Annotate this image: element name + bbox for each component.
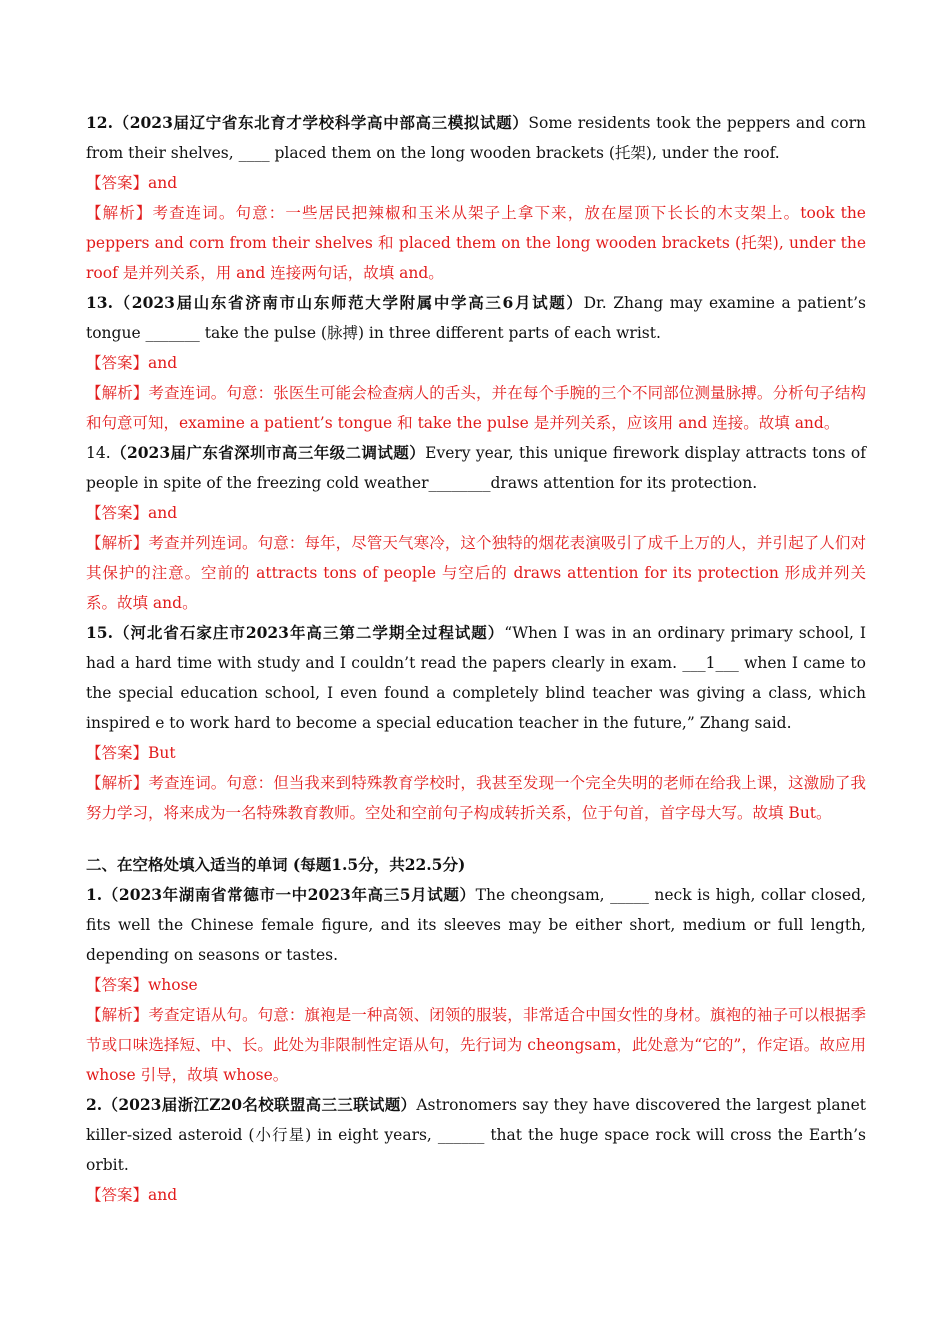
answer-13 — [86, 348, 866, 378]
question-text: Every year, this unique firework display attracts tons of people in spite of the freezing cold weather________draws attention for its protection. — [86, 444, 866, 492]
question-number: 14. — [86, 444, 111, 462]
question-number: 2. — [86, 1095, 103, 1114]
question-13 — [86, 288, 866, 348]
question-number: 12. — [86, 113, 113, 132]
answer-2 — [86, 1180, 866, 1210]
answer-15 — [86, 738, 866, 768]
answer-tag: 【答案】 — [86, 174, 149, 192]
analysis-tag: 【解析】 — [86, 384, 149, 402]
answer-14 — [86, 498, 866, 528]
analysis-tag: 【解析】 — [86, 774, 149, 792]
analysis-1 — [86, 1000, 866, 1090]
analysis-text: 考查连词。句意：张医生可能会检查病人的舌头，并在每个手腕的三个不同部位测量脉搏。分析句子结构和句意可知，examine a patient’s tongue 和 take the pulse 是并列关系，应该用 and 连接。故填 and。 — [86, 384, 866, 432]
analysis-tag: 【解析】 — [86, 1006, 149, 1024]
analysis-tag: 【解析】 — [86, 534, 149, 552]
answer-value: But — [148, 744, 176, 762]
answer-12 — [86, 168, 866, 198]
answer-value: whose — [148, 976, 198, 994]
question-number: 1. — [86, 885, 103, 904]
analysis-text: 考查并列连词。句意：每年，尽管天气寒冷，这个独特的烟花表演吸引了成千上万的人，并引起了人们对其保护的注意。空前的 attracts tons of people 与空后的 draws attention for its protection 形成并列关系。故填 and。 — [86, 534, 866, 612]
question-14 — [86, 438, 866, 498]
question-text: “When I was in an ordinary primary school, I had a hard time with study and I couldn’t read the papers clearly in exam. ___1___ when I came to the special education school, I even found a completely blind teacher was giving a class, which inspired e to work hard to become a special education teacher in the future,” Zhang said. — [86, 624, 866, 732]
question-source: （2023届山东省济南市山东师范大学附属中学高三6月试题） — [112, 293, 584, 312]
document-page — [86, 108, 866, 1210]
question-number: 15. — [86, 623, 113, 642]
answer-tag: 【答案】 — [86, 1186, 149, 1204]
analysis-12 — [86, 198, 866, 288]
answer-tag: 【答案】 — [86, 354, 149, 372]
section-heading: 二、在空格处填入适当的单词 (每题1.5分，共22.5分) — [86, 855, 466, 874]
answer-1 — [86, 970, 866, 1000]
question-source: （2023届浙江Z20名校联盟高三三联试题） — [102, 1095, 417, 1114]
question-source: （2023届广东省深圳市高三年级二调试题） — [110, 443, 426, 462]
analysis-text: 考查连词。句意：但当我来到特殊教育学校时，我甚至发现一个完全失明的老师在给我上课，这激励了我努力学习，将来成为一名特殊教育教师。空处和空前句子构成转折关系，位于句首，首字母大写。故填 But。 — [86, 774, 866, 822]
question-15 — [86, 618, 866, 738]
answer-value: and — [148, 504, 178, 522]
question-text: Astronomers say they have discovered the largest planet killer-sized asteroid (小行星) in eight years, ______ that the huge space rock will cross the Earth’s orbit. — [86, 1096, 866, 1174]
answer-value: and — [148, 1186, 178, 1204]
analysis-13 — [86, 378, 866, 438]
question-12 — [86, 108, 866, 168]
answer-tag: 【答案】 — [86, 976, 149, 994]
question-text: Dr. Zhang may examine a patient’s tongue _______ take the pulse (脉搏) in three different parts of each wrist. — [86, 294, 866, 342]
question-2 — [86, 1090, 866, 1180]
question-source: （2023年湖南省常德市一中2023年高三5月试题） — [102, 885, 476, 904]
question-source: （2023届辽宁省东北育才学校科学高中部高三模拟试题） — [112, 113, 529, 132]
answer-tag: 【答案】 — [86, 744, 149, 762]
answer-value: and — [148, 174, 178, 192]
analysis-tag: 【解析】 — [86, 204, 153, 222]
question-number: 13. — [86, 293, 113, 312]
analysis-15 — [86, 768, 866, 828]
answer-tag: 【答案】 — [86, 504, 149, 522]
question-text: The cheongsam, _____ neck is high, collar closed, fits well the Chinese female figure, and its sleeves may be either short, medium or full length, depending on seasons or tastes. — [86, 886, 866, 964]
question-source: （河北省石家庄市2023年高三第二学期全过程试题） — [112, 623, 505, 642]
question-1 — [86, 880, 866, 970]
analysis-14 — [86, 528, 866, 618]
analysis-text: 考查连词。句意：一些居民把辣椒和玉米从架子上拿下来，放在屋顶下长长的木支架上。took the peppers and corn from their shelves 和 placed them on the long wooden brackets (托架), under the roof 是并列关系，用 and 连接两句话，故填 and。 — [86, 204, 866, 282]
answer-value: and — [148, 354, 178, 372]
analysis-text: 考查定语从句。句意：旗袍是一种高领、闭领的服装，非常适合中国女性的身材。旗袍的袖子可以根据季节或口味选择短、中、长。此处为非限制性定语从句，先行词为 cheongsam，此处意为“它的”，作定语。故应用 whose 引导，故填 whose。 — [86, 1006, 866, 1084]
question-text: Some residents took the peppers and corn from their shelves, ____ placed them on the long wooden brackets (托架), under the roof. — [86, 114, 866, 162]
